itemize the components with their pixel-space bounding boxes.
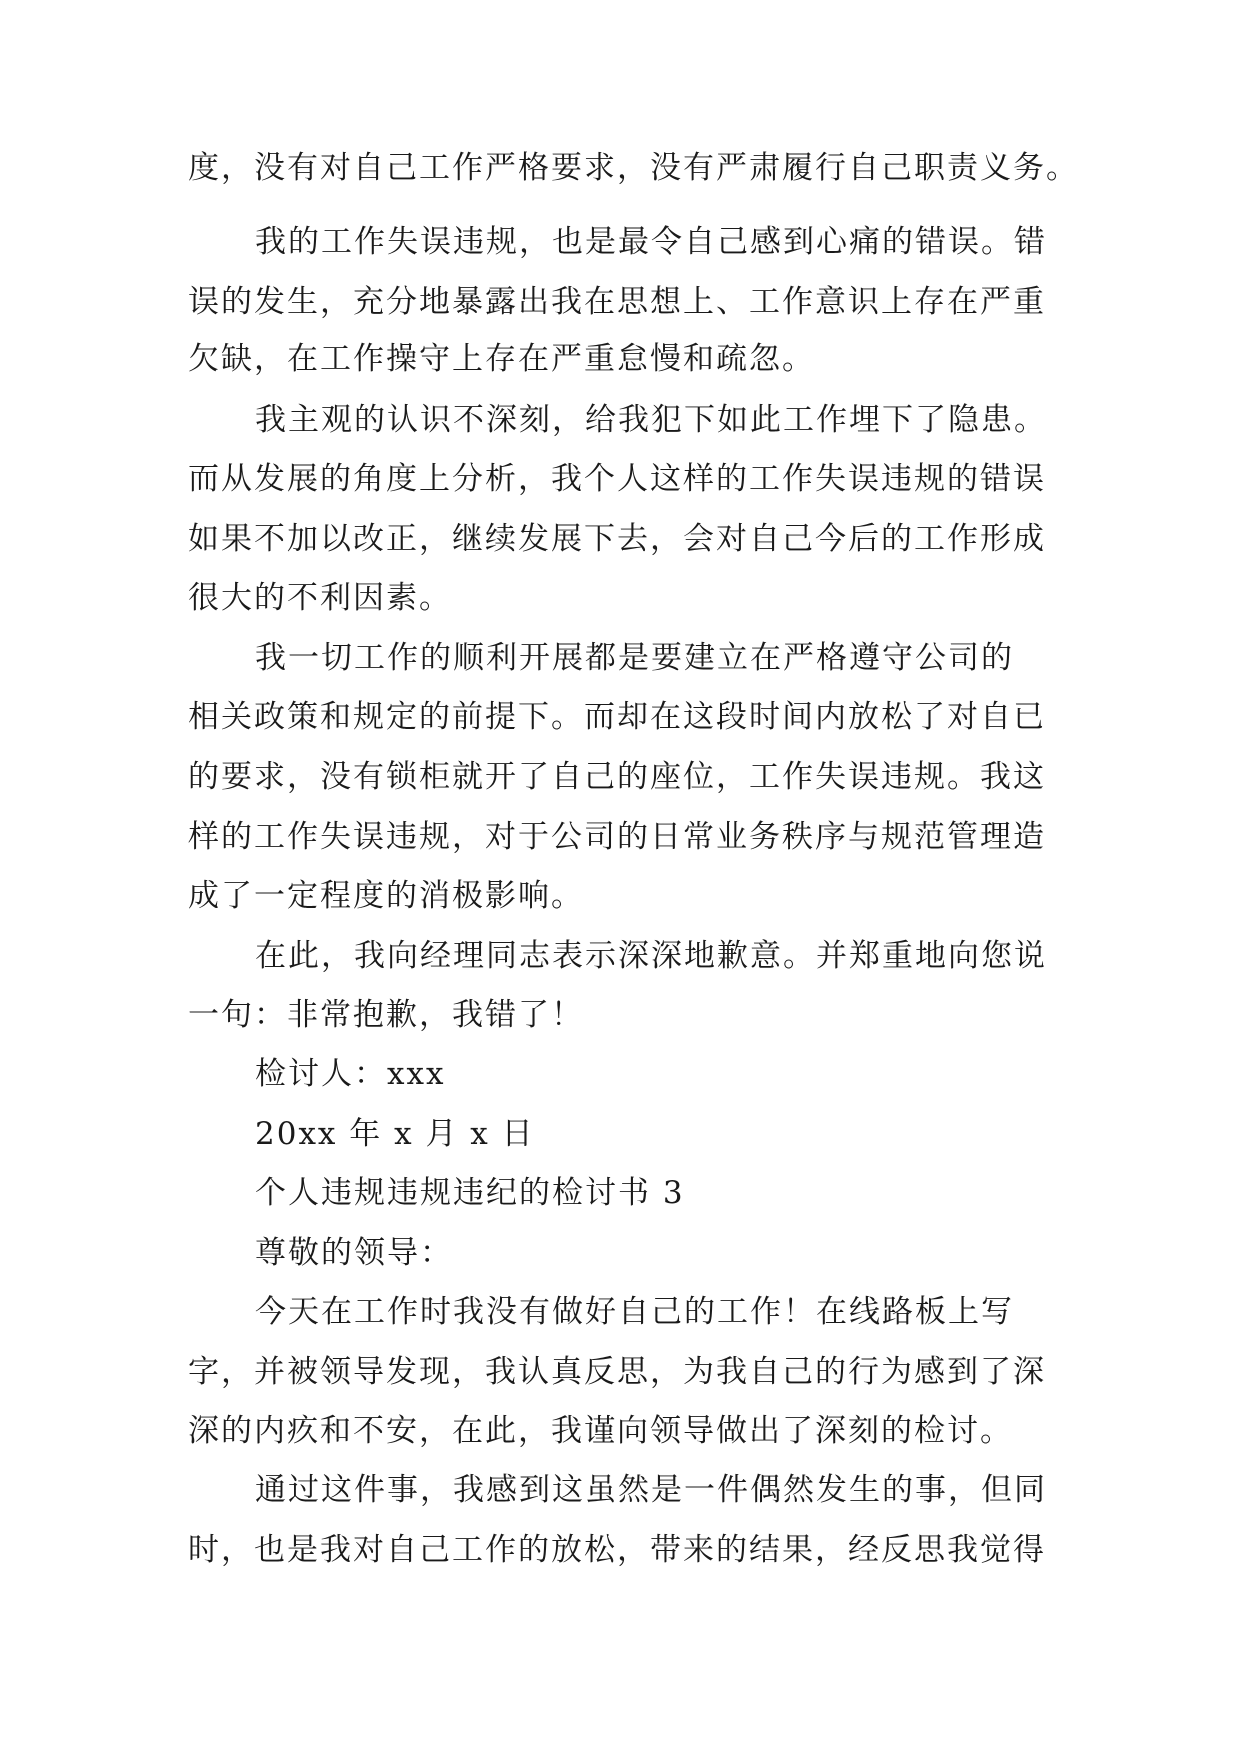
text-line: 很大的不利因素。 <box>188 580 452 616</box>
text-line: 字，并被领导发现，我认真反思，为我自己的行为感到了深 <box>188 1354 1046 1390</box>
text-line: 成了一定程度的消极影响。 <box>188 878 584 914</box>
text-line: 欠缺，在工作操守上存在严重怠慢和疏忽。 <box>188 341 815 377</box>
text-line: 的要求，没有锁柜就开了自己的座位，工作失误违规。我这 <box>188 759 1046 795</box>
text-line: 在此，我向经理同志表示深深地歉意。并郑重地向您说 <box>255 938 1047 974</box>
section-title: 个人违规违规违纪的检讨书 3 <box>255 1175 685 1211</box>
text-line: 如果不加以改正，继续发展下去，会对自己今后的工作形成 <box>188 521 1046 557</box>
text-line: 我的工作失误违规，也是最令自己感到心痛的错误。错 <box>255 224 1047 260</box>
text-line: 我一切工作的顺利开展都是要建立在严格遵守公司的 <box>255 640 1014 676</box>
text-line: 时，也是我对自己工作的放松，带来的结果，经反思我觉得 <box>188 1532 1046 1568</box>
text-line: 我主观的认识不深刻，给我犯下如此工作埋下了隐患。 <box>255 402 1047 438</box>
text-line: 而从发展的角度上分析，我个人这样的工作失误违规的错误 <box>188 461 1046 497</box>
text-line: 相关政策和规定的前提下。而却在这段时间内放松了对自已 <box>188 699 1046 735</box>
text-line: 度，没有对自己工作严格要求，没有严肃履行自己职责义务。 <box>188 150 1079 186</box>
salutation: 尊敬的领导： <box>255 1235 453 1271</box>
text-line: 样的工作失误违规，对于公司的日常业务秩序与规范管理造 <box>188 819 1046 855</box>
text-line: 误的发生，充分地暴露出我在思想上、工作意识上存在严重 <box>188 284 1046 320</box>
date-line: 20xx 年 x 月 x 日 <box>255 1116 535 1152</box>
signatory-line: 检讨人：xxx <box>255 1056 446 1092</box>
text-line: 通过这件事，我感到这虽然是一件偶然发生的事，但同 <box>255 1472 1047 1508</box>
text-line: 一句：非常抱歉，我错了！ <box>188 997 584 1033</box>
text-line: 深的内疚和不安，在此，我谨向领导做出了深刻的检讨。 <box>188 1413 1013 1449</box>
text-line: 今天在工作时我没有做好自己的工作！在线路板上写 <box>255 1294 1014 1330</box>
